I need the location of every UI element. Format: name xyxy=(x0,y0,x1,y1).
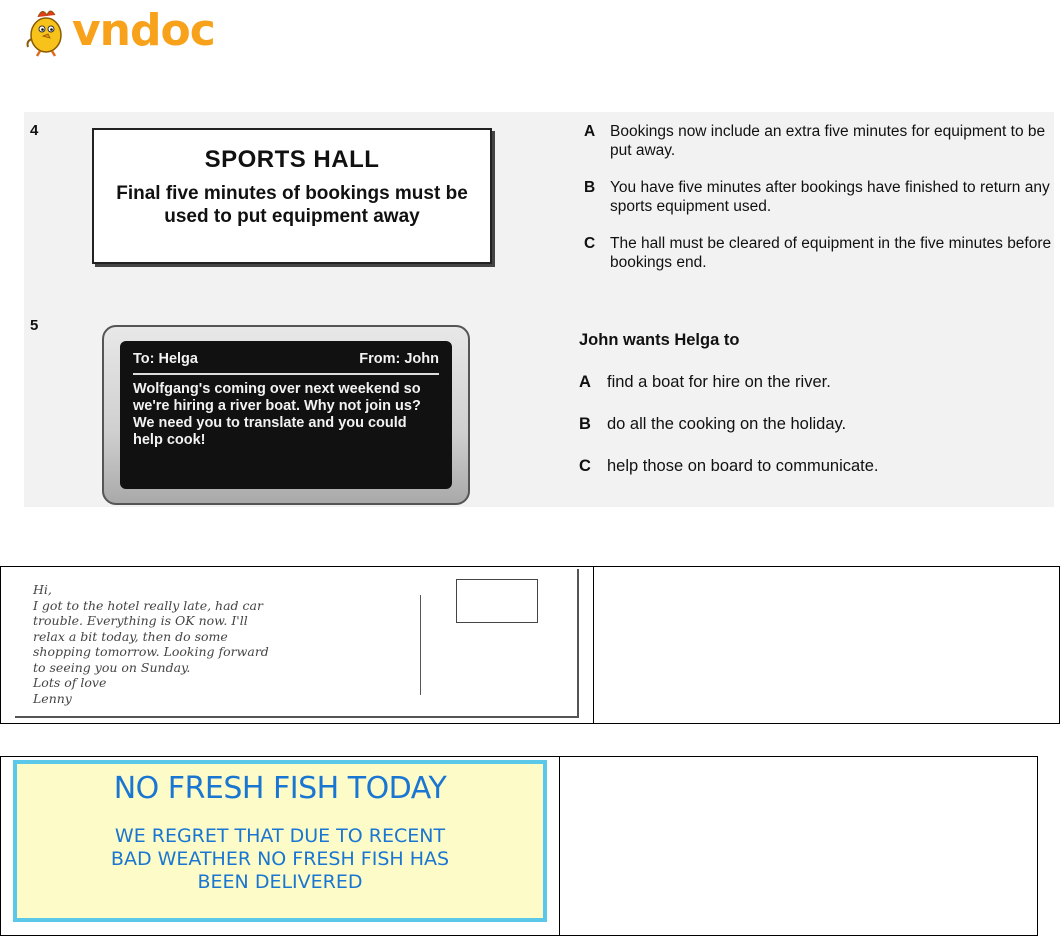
fish-sign-line: WE REGRET THAT DUE TO RECENT xyxy=(114,825,446,847)
message-to: To: Helga xyxy=(133,351,198,367)
postcard-line: shopping tomorrow. Looking forward xyxy=(33,644,269,659)
postcard-line: Lots of love xyxy=(33,675,107,690)
option-letter: A xyxy=(579,373,591,391)
postcard-table xyxy=(0,566,1060,724)
chick-mascot-icon xyxy=(24,5,70,57)
question-number: 5 xyxy=(30,317,39,334)
postcard-line: trouble. Everything is OK now. I'll xyxy=(33,613,248,628)
message-from: From: John xyxy=(359,351,439,367)
question-4-options xyxy=(584,122,1054,290)
postcard-line: Lenny xyxy=(33,690,72,706)
fish-sign-cell xyxy=(1,757,560,936)
question-5-options xyxy=(579,330,1049,498)
postcard-line: relax a bit today, then do some xyxy=(33,628,228,644)
sign-body: Final five minutes of bookings must be used to put equipment away xyxy=(116,183,468,227)
postcard-line: to seeing you on Sunday. xyxy=(33,659,191,675)
message-display xyxy=(120,341,452,489)
option-text: Bookings now include an extra five minutes for equipment to be put away. xyxy=(610,123,1046,159)
sign-title: SPORTS HALL xyxy=(204,146,380,173)
vndoc-logo[interactable] xyxy=(24,4,215,58)
option-letter: B xyxy=(579,415,591,433)
question-number: 4 xyxy=(30,122,39,139)
fish-sign xyxy=(13,760,547,922)
option-text: do all the cooking on the holiday. xyxy=(607,415,847,433)
postcard-line: Hi, xyxy=(33,582,52,597)
option-letter: C xyxy=(584,235,596,252)
postcard-line: I got to the hotel really late, had car xyxy=(33,597,263,613)
postcard-cell xyxy=(1,567,594,724)
option-letter: B xyxy=(584,179,596,196)
logo-wordmark: vndoc xyxy=(72,5,215,56)
fish-sign-body xyxy=(17,825,543,894)
option-c xyxy=(584,234,1054,272)
option-text: help those on board to communicate. xyxy=(607,457,879,475)
postcard-message xyxy=(33,582,413,706)
option-a xyxy=(579,372,1049,392)
stamp-box xyxy=(456,579,538,623)
fish-sign-line: BEEN DELIVERED xyxy=(197,871,363,893)
fish-sign-title: NO FRESH FISH TODAY xyxy=(113,771,447,806)
option-text: find a boat for hire on the river. xyxy=(607,373,831,391)
option-text: You have five minutes after bookings have finished to return any sports equipment used. xyxy=(610,179,1050,215)
answer-cell[interactable] xyxy=(594,567,1060,724)
answer-cell[interactable] xyxy=(560,757,1038,936)
option-a xyxy=(584,122,1054,160)
fish-sign-table xyxy=(0,756,1038,936)
fish-sign-line: BAD WEATHER NO FRESH FISH HAS xyxy=(110,848,450,870)
question-stem: John wants Helga to xyxy=(579,331,740,349)
option-b xyxy=(584,178,1054,216)
exam-scan xyxy=(24,112,1054,507)
option-b xyxy=(579,414,1049,434)
message-header xyxy=(133,351,439,375)
option-letter: C xyxy=(579,457,591,475)
message-body: Wolfgang's coming over next weekend so we're hiring a river boat. Why not join us? We need you to translate and you could help cook! xyxy=(133,381,421,448)
postcard-divider xyxy=(420,595,421,695)
message-screen xyxy=(102,325,470,505)
option-letter: A xyxy=(584,123,596,140)
postcard xyxy=(15,569,579,718)
option-c xyxy=(579,456,1049,476)
option-text: The hall must be cleared of equipment in the five minutes before bookings end. xyxy=(610,235,1052,271)
sports-hall-sign xyxy=(92,128,492,264)
